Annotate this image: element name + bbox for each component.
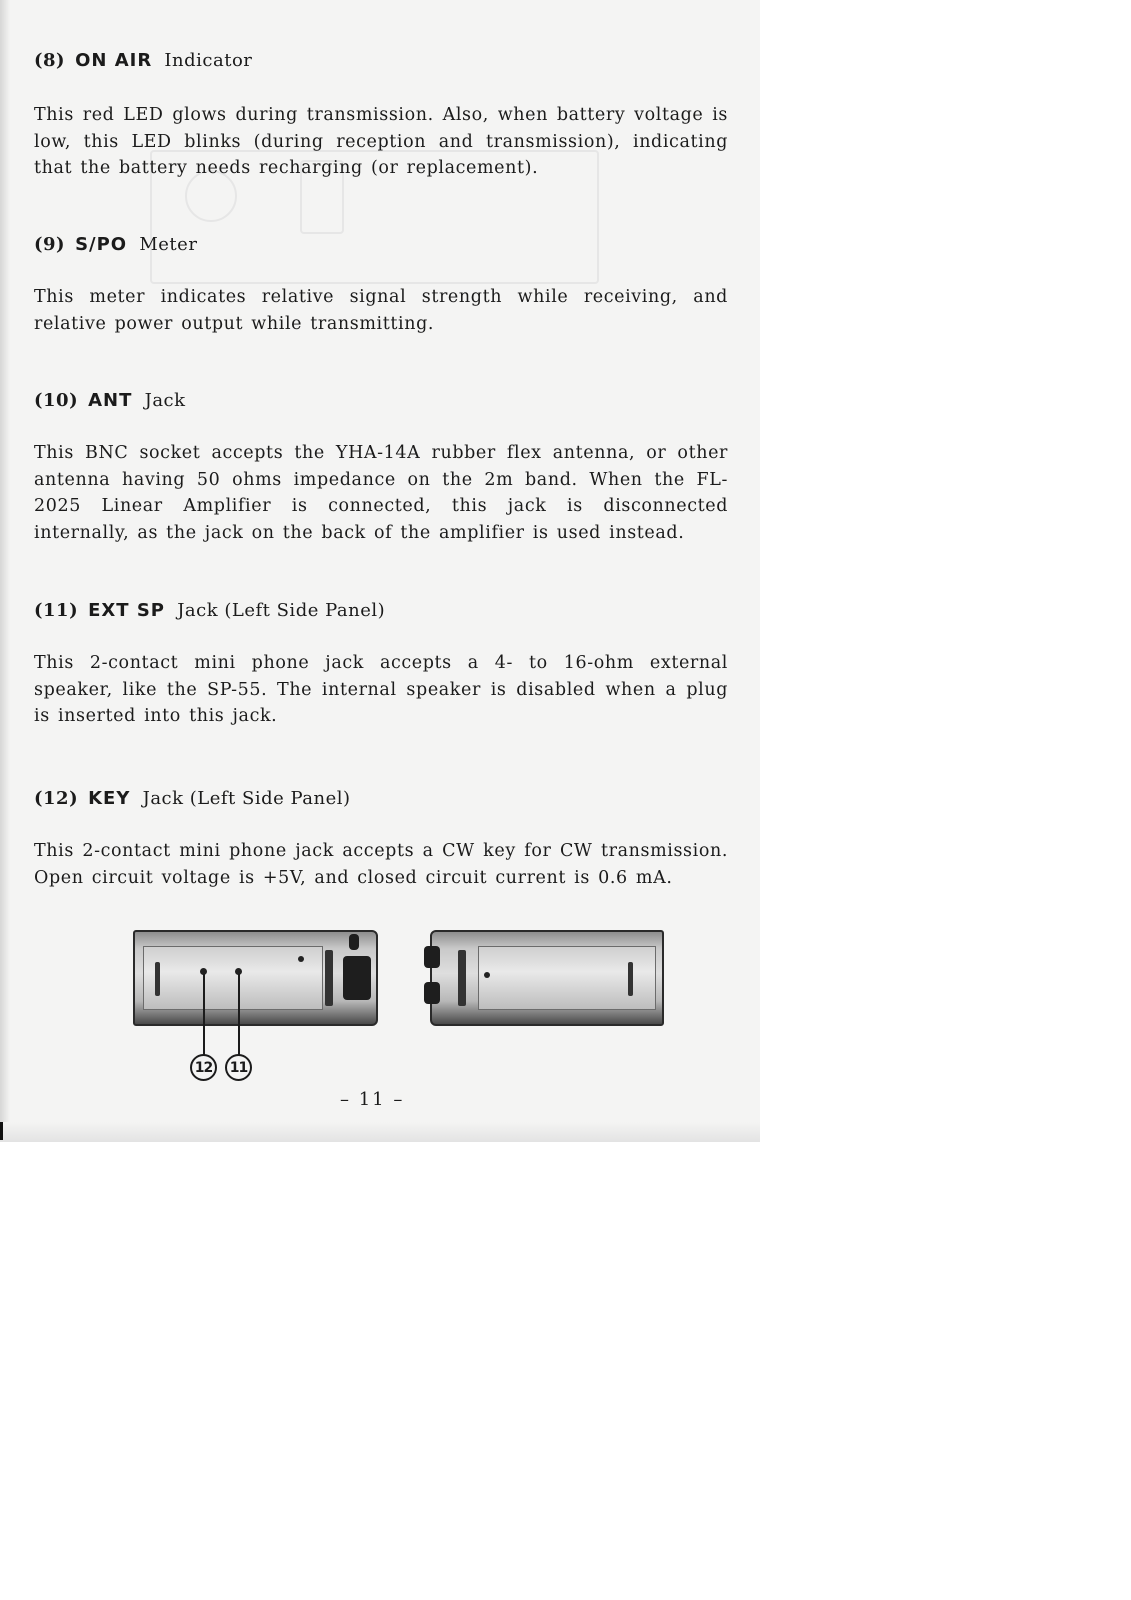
section-label: Meter xyxy=(139,234,198,255)
section-heading-ext-sp-jack xyxy=(34,600,385,621)
section-body-ext-sp-jack: This 2-contact mini phone jack accepts a 4- to 16-ohm external speaker, like the SP-55. The internal speaker is disabled when a plug is inserted into this jack. xyxy=(34,653,728,726)
scan-shadow-bottom xyxy=(0,1122,760,1142)
panel-screw xyxy=(484,972,490,978)
section-label: Jack (Left Side Panel) xyxy=(177,600,386,621)
side-panel-plate xyxy=(143,946,323,1010)
section-number: (9) xyxy=(34,234,66,255)
section-body-on-air: This red LED glows during transmission. Also, when battery voltage is low, this LED blinks (during reception and transmission), indicating that the battery needs recharging (or replacement). xyxy=(34,105,728,178)
section-body-key-jack: This 2-contact mini phone jack accepts a CW key for CW transmission. Open circuit voltage is +5V, and closed circuit current is 0.6 mA. xyxy=(34,841,728,888)
section-heading-on-air xyxy=(34,50,252,71)
scan-shadow-left xyxy=(0,0,10,1142)
section-number: (12) xyxy=(34,788,79,809)
panel-slot xyxy=(325,950,333,1006)
section-number: (10) xyxy=(34,390,79,411)
section-heading-ant-jack xyxy=(34,390,186,411)
section-heading-spo-meter xyxy=(34,234,197,255)
top-knob xyxy=(349,934,359,950)
scanned-page xyxy=(0,0,760,1142)
section-name: ON AIR xyxy=(75,50,153,71)
page-number: – 11 – xyxy=(340,1089,405,1110)
section-number: (8) xyxy=(34,50,66,71)
section-name: EXT SP xyxy=(88,600,165,621)
section-name: KEY xyxy=(88,788,131,809)
panel-slot xyxy=(155,962,160,996)
side-connector xyxy=(424,982,440,1004)
section-number: (11) xyxy=(34,600,79,621)
section-label: Jack (Left Side Panel) xyxy=(142,788,351,809)
section-body-spo-meter: This meter indicates relative signal strength while receiving, and relative power output while transmitting. xyxy=(34,287,728,334)
right-side-panel-photo xyxy=(430,930,664,1026)
left-side-panel-photo xyxy=(133,930,378,1026)
section-name: ANT xyxy=(88,390,133,411)
callout-11: 11 xyxy=(225,1054,252,1081)
scan-mark xyxy=(0,1122,3,1140)
panel-screw xyxy=(298,956,304,962)
section-label: Indicator xyxy=(164,50,253,71)
panel-slot xyxy=(628,962,633,996)
callout-leader-11 xyxy=(238,974,240,1056)
panel-slot xyxy=(458,950,466,1006)
side-connector xyxy=(424,946,440,968)
callout-leader-12 xyxy=(203,974,205,1056)
section-heading-key-jack xyxy=(34,788,351,809)
section-body-ant-jack: This BNC socket accepts the YHA-14A rubber flex antenna, or other antenna having 50 ohms impedance on the 2m band. When the FL-2025 Linear Amplifier is connected, this jack is disconnected internally, as the jack on the back of the amplifier is used instead. xyxy=(34,443,728,543)
section-name: S/PO xyxy=(75,234,128,255)
callout-12: 12 xyxy=(190,1054,217,1081)
section-label: Jack xyxy=(144,390,186,411)
antenna-connector xyxy=(343,956,371,1000)
